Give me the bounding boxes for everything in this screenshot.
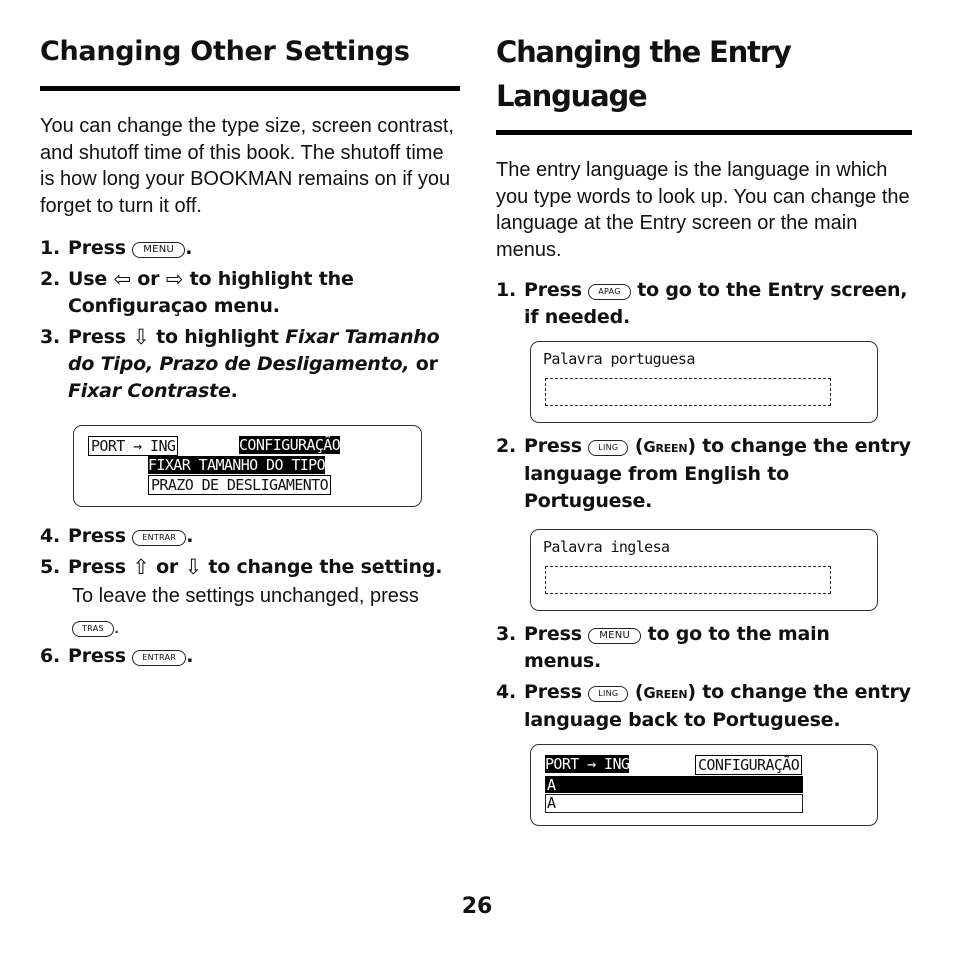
step-5-note [72, 581, 460, 643]
step-text: ( [634, 435, 644, 457]
step-4 [40, 523, 460, 550]
lcd-screen-english [530, 529, 878, 611]
step-number: 5. [40, 556, 61, 578]
step-text: to go to the Entry screen, if needed. [524, 279, 908, 328]
step-text: Press [524, 279, 582, 301]
step-number: 4. [496, 681, 517, 703]
lcd-header-right: CONFIGURAÇÃO [695, 755, 802, 775]
step-number: 6. [40, 645, 61, 667]
steps-list-continued [40, 523, 460, 670]
lcd-screen-menu [530, 744, 878, 826]
right-arrow-icon: ⇨ [165, 267, 184, 291]
lcd-line: PRAZO DE DESLIGAMENTO [148, 475, 331, 495]
step-text: . [186, 645, 194, 667]
step-text: Press [68, 556, 126, 578]
step-text: Use [68, 268, 108, 290]
lcd-header-right: CONFIGURAÇÃO [239, 436, 341, 454]
step-text: . [185, 237, 193, 259]
step-1 [40, 235, 460, 262]
step-text: ( [634, 681, 644, 703]
intro-paragraph: You can change the type size, screen contrast, and shutoff time of this book. The shutoff time is how long your BOOKMAN remains on if you forget to turn it off. [40, 115, 454, 217]
lcd-line-highlighted: A [547, 776, 556, 794]
menu-key: MENU [132, 242, 185, 258]
step-number: 1. [496, 279, 517, 301]
left-column [40, 30, 460, 670]
lcd-header-left: PORT → ING [545, 755, 630, 773]
step-text: Press [68, 645, 126, 667]
step-text: . [186, 525, 194, 547]
step-3 [496, 621, 912, 675]
step-number: 2. [40, 268, 61, 290]
step-text: Press [524, 435, 582, 457]
tras-key: TRAS [72, 621, 114, 637]
entrar-key: ENTRAR [132, 530, 186, 546]
lcd-line: A [547, 794, 556, 812]
steps-list-2 [496, 433, 912, 515]
lcd-screen-settings [73, 425, 422, 507]
step-text: to change the entry language back to Portuguese. [524, 681, 911, 731]
step-text: Press [68, 237, 126, 259]
step-text: Press [524, 681, 582, 703]
lcd-line-box [545, 794, 803, 813]
note-text: . [113, 616, 120, 638]
lcd-highlight-bar [545, 776, 803, 793]
section-title-entry-language: Changing the Entry Language [496, 35, 791, 113]
lcd-entry-field [545, 378, 831, 406]
lcd-entry-field [545, 566, 831, 594]
down-arrow-icon: ⇩ [132, 325, 150, 349]
steps-list [496, 277, 912, 331]
step-text: Press [68, 326, 126, 348]
step-4 [496, 679, 912, 734]
steps-list [40, 235, 460, 405]
up-arrow-icon: ⇧ [132, 555, 150, 579]
option-names: Fixar Tamanho do Tipo, Prazo de Desligamento, [68, 326, 440, 375]
step-text: to highlight the Configuraçao menu. [68, 268, 354, 317]
entrar-key: ENTRAR [132, 650, 186, 666]
option-name: Fixar Contraste [68, 380, 231, 402]
steps-list-3 [496, 621, 912, 734]
menu-key: MENU [588, 628, 641, 644]
step-number: 4. [40, 525, 61, 547]
step-text: . [230, 380, 238, 402]
right-column [496, 30, 912, 826]
page-number: 26 [461, 894, 493, 919]
step-text: or [156, 556, 179, 578]
step-text: ) [687, 435, 696, 457]
ling-key: LING [588, 686, 628, 702]
step-5 [40, 554, 460, 643]
lcd-prompt: Palavra inglesa [543, 538, 670, 556]
step-text: ) [687, 681, 696, 703]
lcd-screen-portuguese [530, 341, 878, 423]
title-rule [496, 130, 912, 135]
step-text: to highlight [156, 326, 279, 348]
lcd-header-left: PORT → ING [88, 436, 178, 456]
ling-key: LING [588, 440, 628, 456]
step-6 [40, 643, 460, 670]
step-number: 2. [496, 435, 517, 457]
step-2 [496, 433, 912, 515]
step-text: to go to the main menus. [524, 623, 830, 672]
note-text: To leave the settings unchanged, press [72, 585, 419, 607]
step-text: or [137, 268, 160, 290]
step-text: to change the setting. [208, 556, 443, 578]
left-arrow-icon: ⇦ [113, 267, 131, 291]
apag-key: APAG [588, 284, 631, 300]
down-arrow-icon: ⇩ [184, 555, 202, 579]
key-color-label: Green [643, 684, 688, 702]
step-2 [40, 266, 460, 320]
step-text: or [415, 353, 438, 375]
key-color-label: Green [643, 438, 688, 456]
lcd-line-highlighted: FIXAR TAMANHO DO TIPO [148, 456, 326, 474]
intro-paragraph: The entry language is the language in which you type words to look up. You can change the language at the Entry screen or the main menus. [496, 159, 910, 261]
step-number: 3. [40, 326, 61, 348]
lcd-prompt: Palavra portuguesa [543, 350, 695, 368]
step-text: to change the entry language from English to Portuguese. [524, 435, 911, 512]
section-title-other-settings: Changing Other Settings [40, 36, 410, 67]
step-text: Press [68, 525, 126, 547]
step-3 [40, 324, 460, 405]
title-rule [40, 86, 460, 91]
step-1 [496, 277, 912, 331]
step-number: 1. [40, 237, 61, 259]
step-text: Press [524, 623, 582, 645]
step-number: 3. [496, 623, 517, 645]
